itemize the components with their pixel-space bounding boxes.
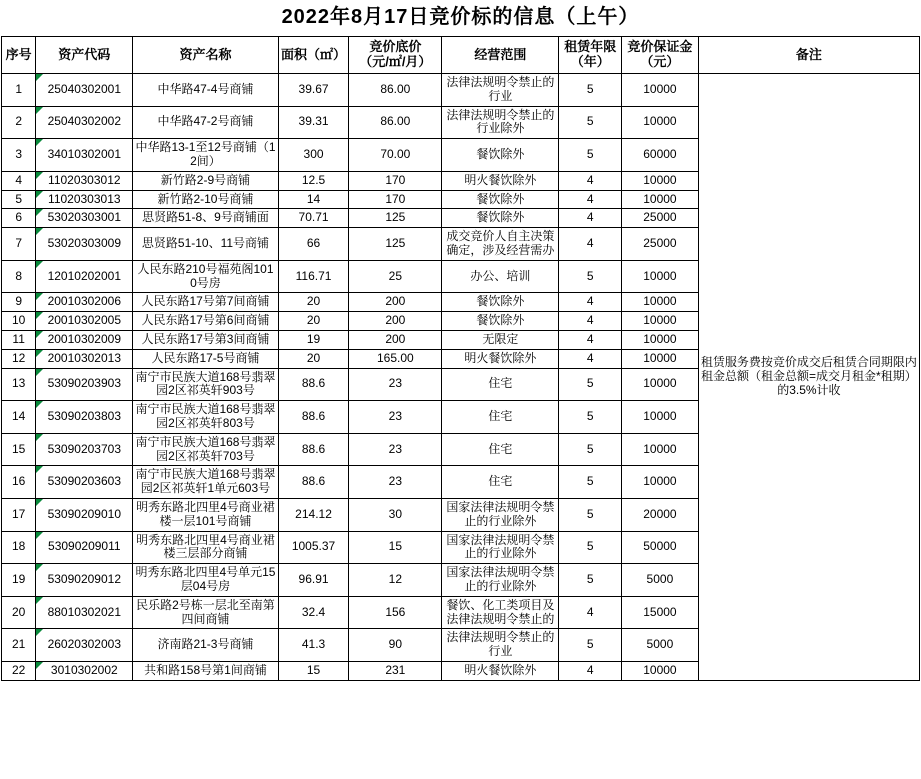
cell-price: 156 — [349, 596, 442, 629]
cell-price: 125 — [349, 228, 442, 261]
cell-asset-code: 20010302009 — [36, 330, 133, 349]
cell-area: 88.6 — [278, 433, 349, 466]
cell-deposit: 60000 — [622, 139, 699, 172]
cell-asset-name: 南宁市民族大道168号翡翠园2区祁英轩803号 — [133, 401, 278, 434]
cell-price: 170 — [349, 171, 442, 190]
cell-business-scope: 明火餐饮除外 — [442, 171, 559, 190]
cell-business-scope: 法律法规明令禁止的行业除外 — [442, 106, 559, 139]
cell-price: 200 — [349, 330, 442, 349]
cell-price: 86.00 — [349, 74, 442, 107]
cell-deposit: 10000 — [622, 190, 699, 209]
cell-deposit: 10000 — [622, 171, 699, 190]
cell-area: 88.6 — [278, 401, 349, 434]
cell-asset-name: 南宁市民族大道168号翡翠园2区祁英轩903号 — [133, 368, 278, 401]
cell-asset-name: 新竹路2-9号商铺 — [133, 171, 278, 190]
cell-business-scope: 明火餐饮除外 — [442, 661, 559, 680]
cell-price: 125 — [349, 209, 442, 228]
cell-business-scope: 住宅 — [442, 433, 559, 466]
cell-area: 116.71 — [278, 260, 349, 293]
cell-seq: 5 — [2, 190, 36, 209]
cell-price: 231 — [349, 661, 442, 680]
cell-business-scope: 餐饮除外 — [442, 209, 559, 228]
cell-area: 32.4 — [278, 596, 349, 629]
cell-area: 39.31 — [278, 106, 349, 139]
cell-asset-name: 南宁市民族大道168号翡翠园2区祁英轩1单元603号 — [133, 466, 278, 499]
cell-lease-years: 5 — [559, 139, 622, 172]
cell-asset-code: 3010302002 — [36, 661, 133, 680]
cell-price: 15 — [349, 531, 442, 564]
cell-asset-name: 明秀东路北四里4号商业裙楼三层部分商铺 — [133, 531, 278, 564]
cell-business-scope: 餐饮除外 — [442, 312, 559, 331]
cell-lease-years: 5 — [559, 629, 622, 662]
cell-seq: 18 — [2, 531, 36, 564]
cell-seq: 6 — [2, 209, 36, 228]
cell-asset-name: 人民东路17-5号商铺 — [133, 349, 278, 368]
cell-price: 90 — [349, 629, 442, 662]
cell-area: 15 — [278, 661, 349, 680]
cell-price: 23 — [349, 466, 442, 499]
cell-area: 14 — [278, 190, 349, 209]
cell-area: 20 — [278, 349, 349, 368]
cell-price: 200 — [349, 312, 442, 331]
cell-deposit: 5000 — [622, 564, 699, 597]
cell-asset-name: 思贤路51-8、9号商铺面 — [133, 209, 278, 228]
cell-asset-code: 53090209011 — [36, 531, 133, 564]
cell-deposit: 10000 — [622, 260, 699, 293]
cell-asset-code: 88010302021 — [36, 596, 133, 629]
cell-business-scope: 无限定 — [442, 330, 559, 349]
cell-asset-code: 53090209010 — [36, 498, 133, 531]
cell-lease-years: 5 — [559, 466, 622, 499]
cell-lease-years: 4 — [559, 312, 622, 331]
cell-business-scope: 餐饮除外 — [442, 293, 559, 312]
header-asset-code: 资产代码 — [36, 37, 133, 74]
cell-business-scope: 法律法规明令禁止的行业 — [442, 74, 559, 107]
cell-lease-years: 5 — [559, 260, 622, 293]
cell-remark-merged: 租赁服务费按竞价成交后租赁合同期限内租金总额（租金总额=成交月租金*租期）的3.5%计收 — [698, 74, 919, 681]
header-area: 面积（㎡） — [278, 37, 349, 74]
cell-lease-years: 5 — [559, 433, 622, 466]
cell-area: 96.91 — [278, 564, 349, 597]
cell-lease-years: 5 — [559, 498, 622, 531]
cell-deposit: 10000 — [622, 466, 699, 499]
cell-business-scope: 办公、培训 — [442, 260, 559, 293]
cell-lease-years: 4 — [559, 171, 622, 190]
header-lease-years — [559, 37, 622, 74]
cell-asset-code: 26020302003 — [36, 629, 133, 662]
cell-lease-years: 5 — [559, 74, 622, 107]
cell-area: 1005.37 — [278, 531, 349, 564]
header-business-scope: 经营范围 — [442, 37, 559, 74]
cell-business-scope: 住宅 — [442, 401, 559, 434]
cell-seq: 3 — [2, 139, 36, 172]
cell-business-scope: 餐饮除外 — [442, 139, 559, 172]
cell-price: 23 — [349, 401, 442, 434]
table-body — [2, 74, 920, 681]
cell-asset-name: 人民东路17号第7间商铺 — [133, 293, 278, 312]
cell-seq: 16 — [2, 466, 36, 499]
cell-asset-name: 思贤路51-10、11号商铺 — [133, 228, 278, 261]
cell-lease-years: 4 — [559, 293, 622, 312]
cell-seq: 15 — [2, 433, 36, 466]
header-remark: 备注 — [698, 37, 919, 74]
cell-asset-code: 20010302006 — [36, 293, 133, 312]
header-asset-name: 资产名称 — [133, 37, 278, 74]
cell-deposit: 10000 — [622, 312, 699, 331]
cell-seq: 2 — [2, 106, 36, 139]
cell-asset-code: 34010302001 — [36, 139, 133, 172]
cell-deposit: 10000 — [622, 349, 699, 368]
cell-area: 20 — [278, 293, 349, 312]
cell-deposit: 10000 — [622, 433, 699, 466]
cell-asset-code: 53090203703 — [36, 433, 133, 466]
cell-deposit: 10000 — [622, 401, 699, 434]
cell-area: 12.5 — [278, 171, 349, 190]
cell-lease-years: 4 — [559, 661, 622, 680]
cell-deposit: 15000 — [622, 596, 699, 629]
cell-lease-years: 5 — [559, 564, 622, 597]
cell-asset-code: 25040302002 — [36, 106, 133, 139]
cell-asset-name: 人民东路210号福苑阁1010号房 — [133, 260, 278, 293]
table-header-row — [2, 37, 920, 74]
cell-asset-code: 53090209012 — [36, 564, 133, 597]
cell-area: 88.6 — [278, 368, 349, 401]
cell-area: 214.12 — [278, 498, 349, 531]
cell-business-scope: 成交竞价人自主决策确定，涉及经营需办 — [442, 228, 559, 261]
cell-seq: 19 — [2, 564, 36, 597]
cell-lease-years: 4 — [559, 330, 622, 349]
cell-deposit: 10000 — [622, 74, 699, 107]
cell-lease-years: 4 — [559, 190, 622, 209]
cell-lease-years: 4 — [559, 349, 622, 368]
cell-business-scope: 餐饮、化工类项目及法律法规明令禁止的 — [442, 596, 559, 629]
header-price — [349, 37, 442, 74]
cell-asset-name: 新竹路2-10号商铺 — [133, 190, 278, 209]
page-title: 2022年8月17日竞价标的信息（上午） — [281, 6, 640, 28]
cell-seq: 9 — [2, 293, 36, 312]
header-price-line2: （元/㎡/月） — [359, 54, 432, 69]
cell-asset-code: 53090203903 — [36, 368, 133, 401]
cell-lease-years: 4 — [559, 596, 622, 629]
header-years-line1: 租赁年限 — [564, 39, 617, 55]
cell-deposit: 10000 — [622, 293, 699, 312]
header-deposit-line1: 竞价保证金 — [627, 39, 693, 55]
cell-lease-years: 5 — [559, 368, 622, 401]
header-deposit — [622, 37, 699, 74]
cell-price: 165.00 — [349, 349, 442, 368]
cell-asset-name: 明秀东路北四里4号商业裙楼一层101号商铺 — [133, 498, 278, 531]
cell-area: 70.71 — [278, 209, 349, 228]
cell-area: 39.67 — [278, 74, 349, 107]
cell-asset-code: 20010302013 — [36, 349, 133, 368]
bidding-info-table — [1, 36, 920, 681]
cell-business-scope: 法律法规明令禁止的行业 — [442, 629, 559, 662]
cell-business-scope: 住宅 — [442, 466, 559, 499]
cell-seq: 11 — [2, 330, 36, 349]
cell-asset-name: 民乐路2号栋一层北至南第四间商铺 — [133, 596, 278, 629]
cell-asset-name: 中华路47-2号商铺 — [133, 106, 278, 139]
cell-price: 70.00 — [349, 139, 442, 172]
cell-area: 300 — [278, 139, 349, 172]
cell-deposit: 10000 — [622, 330, 699, 349]
cell-lease-years: 4 — [559, 209, 622, 228]
cell-asset-name: 中华路13-1至12号商铺（12间） — [133, 139, 278, 172]
cell-price: 23 — [349, 433, 442, 466]
cell-area: 41.3 — [278, 629, 349, 662]
cell-asset-name: 中华路47-4号商铺 — [133, 74, 278, 107]
cell-seq: 4 — [2, 171, 36, 190]
header-deposit-line2: （元） — [640, 54, 680, 69]
table-row — [2, 74, 920, 107]
cell-asset-name: 济南路21-3号商铺 — [133, 629, 278, 662]
cell-lease-years: 5 — [559, 106, 622, 139]
header-price-line1: 竞价底价 — [369, 39, 422, 55]
cell-business-scope: 国家法律法规明令禁止的行业除外 — [442, 498, 559, 531]
cell-deposit: 5000 — [622, 629, 699, 662]
cell-seq: 10 — [2, 312, 36, 331]
cell-lease-years: 5 — [559, 401, 622, 434]
cell-lease-years: 5 — [559, 531, 622, 564]
cell-price: 23 — [349, 368, 442, 401]
cell-asset-code: 11020303012 — [36, 171, 133, 190]
cell-business-scope: 餐饮除外 — [442, 190, 559, 209]
cell-deposit: 50000 — [622, 531, 699, 564]
cell-asset-name: 人民东路17号第6间商铺 — [133, 312, 278, 331]
cell-business-scope: 住宅 — [442, 368, 559, 401]
cell-area: 88.6 — [278, 466, 349, 499]
cell-seq: 12 — [2, 349, 36, 368]
cell-asset-name: 南宁市民族大道168号翡翠园2区祁英轩703号 — [133, 433, 278, 466]
cell-asset-code: 53020303001 — [36, 209, 133, 228]
cell-seq: 21 — [2, 629, 36, 662]
cell-price: 200 — [349, 293, 442, 312]
cell-deposit: 25000 — [622, 228, 699, 261]
cell-seq: 14 — [2, 401, 36, 434]
cell-asset-name: 共和路158号第1间商铺 — [133, 661, 278, 680]
cell-business-scope: 国家法律法规明令禁止的行业除外 — [442, 564, 559, 597]
cell-price: 12 — [349, 564, 442, 597]
cell-asset-code: 12010202001 — [36, 260, 133, 293]
cell-asset-code: 25040302001 — [36, 74, 133, 107]
cell-deposit: 10000 — [622, 368, 699, 401]
cell-seq: 7 — [2, 228, 36, 261]
cell-deposit: 10000 — [622, 661, 699, 680]
cell-asset-code: 53020303009 — [36, 228, 133, 261]
cell-asset-name: 人民东路17号第3间商铺 — [133, 330, 278, 349]
cell-area: 20 — [278, 312, 349, 331]
cell-asset-code: 53090203603 — [36, 466, 133, 499]
header-years-line2: （年） — [570, 54, 610, 69]
cell-seq: 20 — [2, 596, 36, 629]
cell-deposit: 20000 — [622, 498, 699, 531]
cell-deposit: 25000 — [622, 209, 699, 228]
cell-seq: 8 — [2, 260, 36, 293]
cell-asset-name: 明秀东路北四里4号单元15层04号房 — [133, 564, 278, 597]
cell-price: 86.00 — [349, 106, 442, 139]
cell-asset-code: 53090203803 — [36, 401, 133, 434]
cell-lease-years: 4 — [559, 228, 622, 261]
cell-seq: 13 — [2, 368, 36, 401]
cell-deposit: 10000 — [622, 106, 699, 139]
cell-business-scope: 明火餐饮除外 — [442, 349, 559, 368]
cell-asset-code: 11020303013 — [36, 190, 133, 209]
cell-price: 170 — [349, 190, 442, 209]
cell-price: 25 — [349, 260, 442, 293]
cell-business-scope: 国家法律法规明令禁止的行业除外 — [442, 531, 559, 564]
cell-seq: 17 — [2, 498, 36, 531]
cell-price: 30 — [349, 498, 442, 531]
cell-seq: 1 — [2, 74, 36, 107]
cell-area: 66 — [278, 228, 349, 261]
cell-area: 19 — [278, 330, 349, 349]
cell-asset-code: 20010302005 — [36, 312, 133, 331]
header-seq: 序号 — [2, 37, 36, 74]
cell-seq: 22 — [2, 661, 36, 680]
